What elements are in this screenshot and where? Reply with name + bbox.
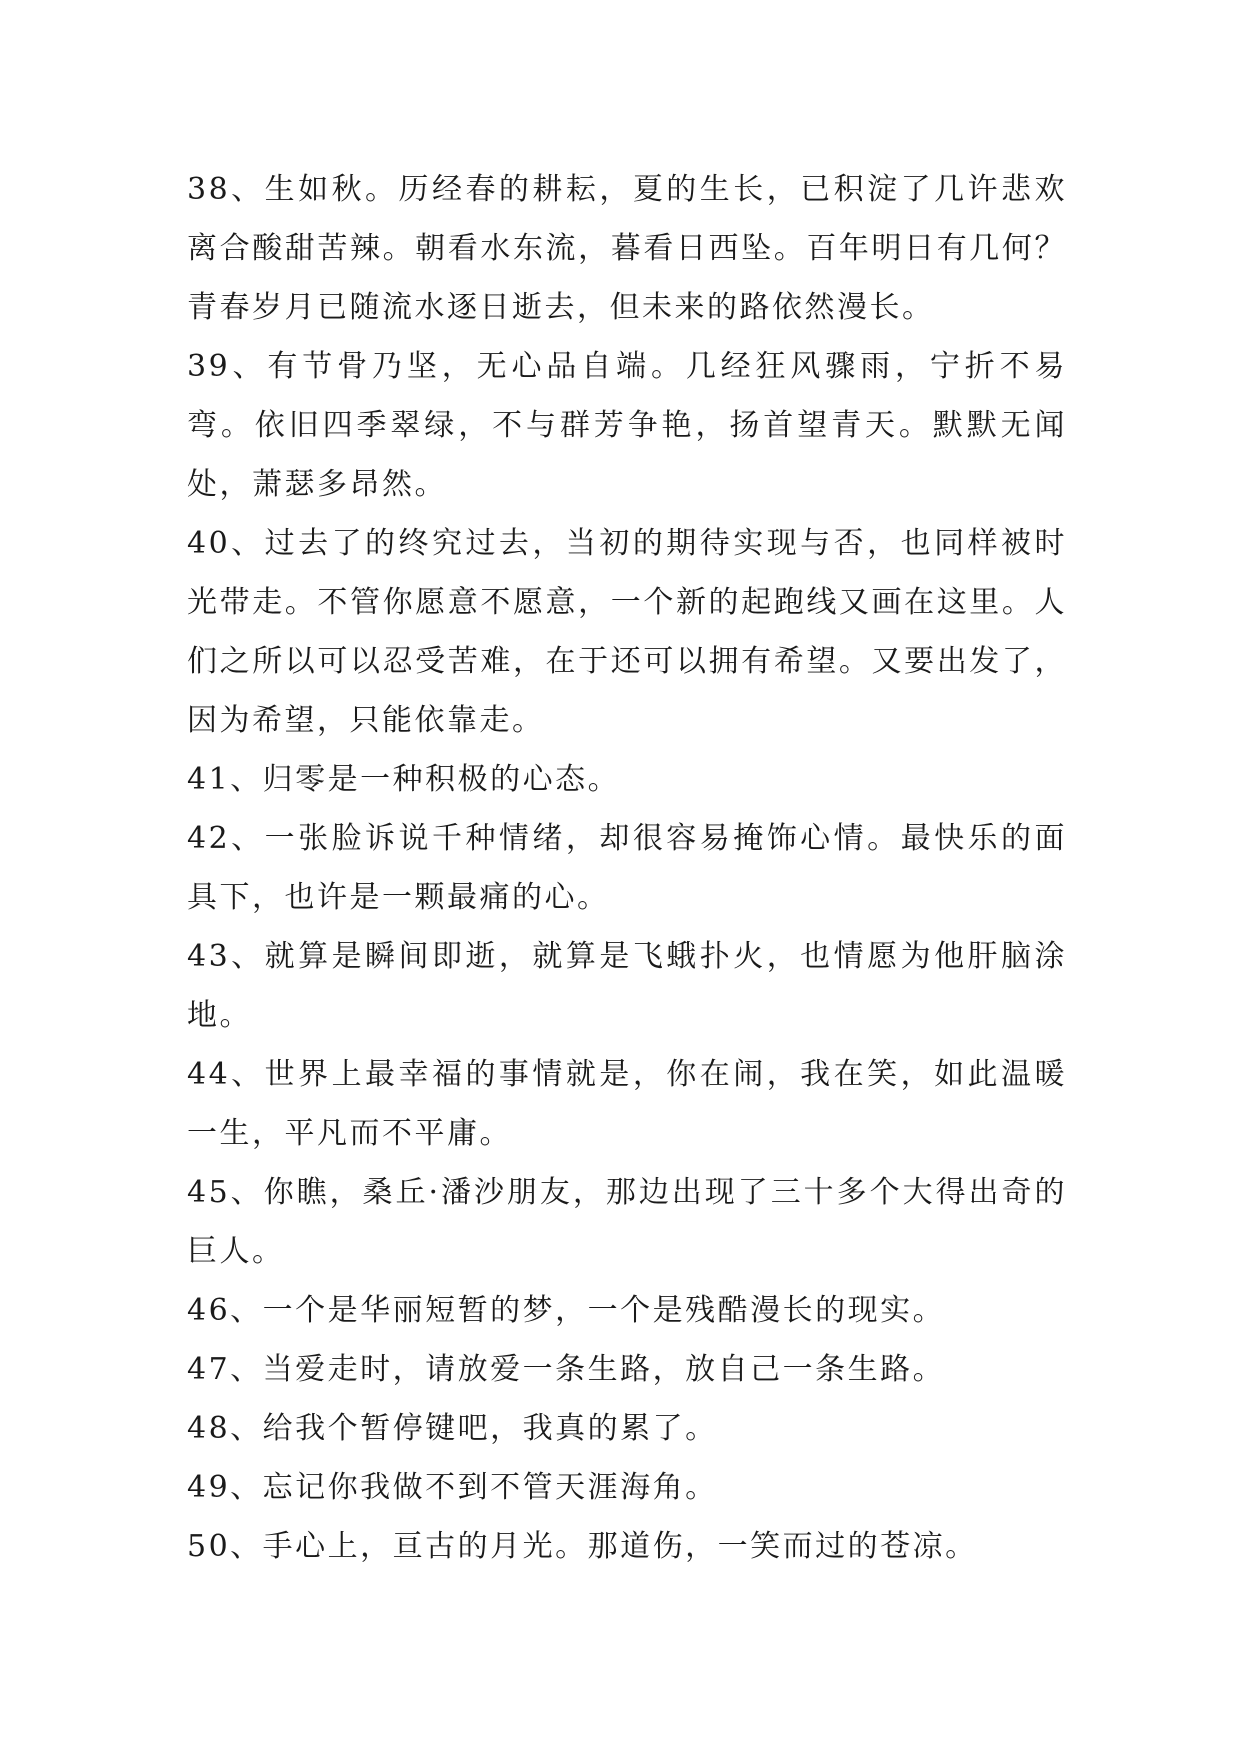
paragraph-43: 43、就算是瞬间即逝，就算是飞蛾扑火，也情愿为他肝脑涂地。: [187, 939, 1067, 1033]
paragraph-41: 41、归零是一种积极的心态。: [187, 762, 621, 797]
paragraph-46: 46、一个是华丽短暂的梦，一个是残酷漫长的现实。: [187, 1293, 946, 1328]
paragraph-45: 45、你瞧，桑丘·潘沙朋友，那边出现了三十多个大得出奇的巨人。: [187, 1175, 1067, 1269]
document-body: [187, 160, 1067, 1576]
paragraph-49: 49、忘记你我做不到不管天涯海角。: [187, 1470, 718, 1505]
paragraph-40: 40、过去了的终究过去，当初的期待实现与否，也同样被时光带走。不管你愿意不愿意，一个新的起跑线又画在这里。人们之所以可以忍受苦难，在于还可以拥有希望。又要出发了，因为希望，只能依靠走。: [187, 526, 1067, 738]
paragraph-39: 39、有节骨乃坚，无心品自端。几经狂风骤雨，宁折不易弯。依旧四季翠绿，不与群芳争艳，扬首望青天。默默无闻处，萧瑟多昂然。: [187, 349, 1067, 502]
paragraph-38: 38、生如秋。历经春的耕耘，夏的生长，已积淀了几许悲欢离合酸甜苦辣。朝看水东流，暮看日西坠。百年明日有几何？青春岁月已随流水逐日逝去，但未来的路依然漫长。: [187, 172, 1067, 325]
paragraph-48: 48、给我个暂停键吧，我真的累了。: [187, 1411, 718, 1446]
paragraph-47: 47、当爱走时，请放爱一条生路，放自己一条生路。: [187, 1352, 946, 1387]
paragraph-44: 44、世界上最幸福的事情就是，你在闹，我在笑，如此温暖一生，平凡而不平庸。: [187, 1057, 1067, 1151]
paragraph-42: 42、一张脸诉说千种情绪，却很容易掩饰心情。最快乐的面具下，也许是一颗最痛的心。: [187, 821, 1067, 915]
paragraph-50: 50、手心上，亘古的月光。那道伤，一笑而过的苍凉。: [187, 1529, 978, 1564]
